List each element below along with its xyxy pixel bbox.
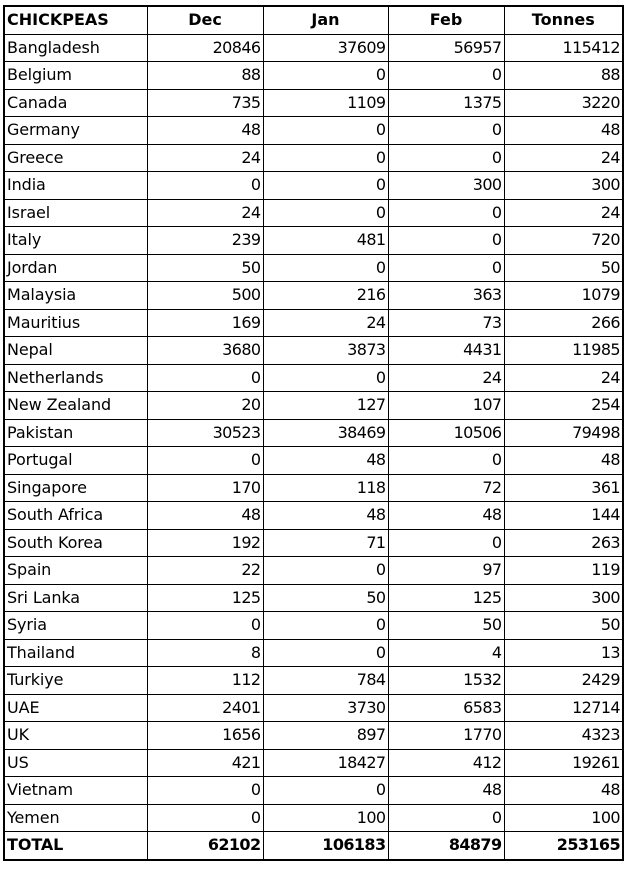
dec-cell: 24 — [147, 144, 263, 172]
country-cell: Italy — [4, 227, 147, 255]
jan-cell: 118 — [263, 474, 388, 502]
tonnes-cell: 100 — [504, 804, 623, 832]
country-cell: South Africa — [4, 502, 147, 530]
dec-cell: 0 — [147, 447, 263, 475]
jan-cell: 1109 — [263, 89, 388, 117]
table-row — [4, 722, 623, 750]
jan-cell: 48 — [263, 447, 388, 475]
table-row — [4, 694, 623, 722]
tonnes-cell: 119 — [504, 557, 623, 585]
dec-cell: 0 — [147, 777, 263, 805]
tonnes-cell: 50 — [504, 612, 623, 640]
country-cell: US — [4, 749, 147, 777]
table-row — [4, 612, 623, 640]
jan-cell: 0 — [263, 144, 388, 172]
feb-cell: 0 — [388, 144, 504, 172]
dec-cell: 421 — [147, 749, 263, 777]
table-row — [4, 117, 623, 145]
jan-cell: 50 — [263, 584, 388, 612]
header-row — [4, 6, 623, 34]
jan-cell: 38469 — [263, 419, 388, 447]
country-cell: Pakistan — [4, 419, 147, 447]
country-cell: Turkiye — [4, 667, 147, 695]
dec-cell: 192 — [147, 529, 263, 557]
jan-cell: 216 — [263, 282, 388, 310]
feb-cell: 4431 — [388, 337, 504, 365]
country-cell: Greece — [4, 144, 147, 172]
table-row — [4, 282, 623, 310]
table-row — [4, 557, 623, 585]
dec-cell: 22 — [147, 557, 263, 585]
table-body — [4, 34, 623, 832]
jan-cell: 24 — [263, 309, 388, 337]
dec-cell: 112 — [147, 667, 263, 695]
country-cell: Yemen — [4, 804, 147, 832]
jan-cell: 100 — [263, 804, 388, 832]
table-row — [4, 364, 623, 392]
dec-cell: 48 — [147, 502, 263, 530]
header-jan: Jan — [263, 6, 388, 34]
feb-cell: 56957 — [388, 34, 504, 62]
dec-cell: 30523 — [147, 419, 263, 447]
tonnes-cell: 115412 — [504, 34, 623, 62]
country-cell: Bangladesh — [4, 34, 147, 62]
table-row — [4, 254, 623, 282]
chickpeas-export-table — [3, 5, 624, 861]
tonnes-cell: 12714 — [504, 694, 623, 722]
dec-cell: 125 — [147, 584, 263, 612]
tonnes-cell: 300 — [504, 172, 623, 200]
table-row — [4, 144, 623, 172]
table-row — [4, 804, 623, 832]
tonnes-cell: 1079 — [504, 282, 623, 310]
jan-cell: 0 — [263, 639, 388, 667]
jan-cell: 3730 — [263, 694, 388, 722]
country-cell: Malaysia — [4, 282, 147, 310]
country-cell: Belgium — [4, 62, 147, 90]
feb-cell: 300 — [388, 172, 504, 200]
feb-cell: 72 — [388, 474, 504, 502]
feb-cell: 50 — [388, 612, 504, 640]
table-row — [4, 529, 623, 557]
country-cell: Spain — [4, 557, 147, 585]
table-row — [4, 337, 623, 365]
jan-cell: 3873 — [263, 337, 388, 365]
feb-cell: 0 — [388, 117, 504, 145]
total-jan: 106183 — [263, 832, 388, 860]
jan-cell: 784 — [263, 667, 388, 695]
table-row — [4, 172, 623, 200]
dec-cell: 735 — [147, 89, 263, 117]
feb-cell: 0 — [388, 199, 504, 227]
jan-cell: 0 — [263, 172, 388, 200]
tonnes-cell: 144 — [504, 502, 623, 530]
tonnes-cell: 263 — [504, 529, 623, 557]
jan-cell: 0 — [263, 612, 388, 640]
feb-cell: 125 — [388, 584, 504, 612]
tonnes-cell: 24 — [504, 144, 623, 172]
feb-cell: 0 — [388, 447, 504, 475]
table-row — [4, 62, 623, 90]
tonnes-cell: 88 — [504, 62, 623, 90]
table-row — [4, 309, 623, 337]
country-cell: Singapore — [4, 474, 147, 502]
dec-cell: 2401 — [147, 694, 263, 722]
dec-cell: 3680 — [147, 337, 263, 365]
dec-cell: 0 — [147, 364, 263, 392]
jan-cell: 0 — [263, 364, 388, 392]
tonnes-cell: 254 — [504, 392, 623, 420]
feb-cell: 0 — [388, 254, 504, 282]
dec-cell: 0 — [147, 172, 263, 200]
dec-cell: 50 — [147, 254, 263, 282]
country-cell: Nepal — [4, 337, 147, 365]
tonnes-cell: 266 — [504, 309, 623, 337]
tonnes-cell: 361 — [504, 474, 623, 502]
feb-cell: 97 — [388, 557, 504, 585]
table-row — [4, 392, 623, 420]
dec-cell: 0 — [147, 804, 263, 832]
total-feb: 84879 — [388, 832, 504, 860]
table-row — [4, 667, 623, 695]
country-cell: Sri Lanka — [4, 584, 147, 612]
feb-cell: 48 — [388, 777, 504, 805]
country-cell: Germany — [4, 117, 147, 145]
feb-cell: 73 — [388, 309, 504, 337]
jan-cell: 71 — [263, 529, 388, 557]
feb-cell: 412 — [388, 749, 504, 777]
feb-cell: 4 — [388, 639, 504, 667]
table-row — [4, 34, 623, 62]
jan-cell: 481 — [263, 227, 388, 255]
dec-cell: 0 — [147, 612, 263, 640]
tonnes-cell: 24 — [504, 199, 623, 227]
tonnes-cell: 4323 — [504, 722, 623, 750]
header-dec: Dec — [147, 6, 263, 34]
country-cell: Syria — [4, 612, 147, 640]
country-cell: South Korea — [4, 529, 147, 557]
country-cell: Vietnam — [4, 777, 147, 805]
jan-cell: 0 — [263, 199, 388, 227]
tonnes-cell: 720 — [504, 227, 623, 255]
country-cell: Mauritius — [4, 309, 147, 337]
header-commodity: CHICKPEAS — [4, 6, 147, 34]
country-cell: Canada — [4, 89, 147, 117]
dec-cell: 20846 — [147, 34, 263, 62]
table-row — [4, 749, 623, 777]
jan-cell: 0 — [263, 777, 388, 805]
feb-cell: 0 — [388, 62, 504, 90]
country-cell: UK — [4, 722, 147, 750]
total-row — [4, 832, 623, 860]
feb-cell: 0 — [388, 804, 504, 832]
dec-cell: 20 — [147, 392, 263, 420]
feb-cell: 0 — [388, 529, 504, 557]
jan-cell: 48 — [263, 502, 388, 530]
jan-cell: 0 — [263, 254, 388, 282]
dec-cell: 500 — [147, 282, 263, 310]
tonnes-cell: 79498 — [504, 419, 623, 447]
feb-cell: 1375 — [388, 89, 504, 117]
tonnes-cell: 13 — [504, 639, 623, 667]
feb-cell: 10506 — [388, 419, 504, 447]
jan-cell: 0 — [263, 557, 388, 585]
jan-cell: 897 — [263, 722, 388, 750]
jan-cell: 37609 — [263, 34, 388, 62]
total-tonnes: 253165 — [504, 832, 623, 860]
dec-cell: 88 — [147, 62, 263, 90]
table-row — [4, 227, 623, 255]
dec-cell: 48 — [147, 117, 263, 145]
country-cell: Portugal — [4, 447, 147, 475]
tonnes-cell: 19261 — [504, 749, 623, 777]
header-tonnes: Tonnes — [504, 6, 623, 34]
table-row — [4, 419, 623, 447]
country-cell: Jordan — [4, 254, 147, 282]
feb-cell: 0 — [388, 227, 504, 255]
feb-cell: 24 — [388, 364, 504, 392]
tonnes-cell: 50 — [504, 254, 623, 282]
country-cell: Netherlands — [4, 364, 147, 392]
dec-cell: 239 — [147, 227, 263, 255]
table-row — [4, 89, 623, 117]
dec-cell: 8 — [147, 639, 263, 667]
feb-cell: 6583 — [388, 694, 504, 722]
feb-cell: 363 — [388, 282, 504, 310]
table-row — [4, 502, 623, 530]
feb-cell: 1532 — [388, 667, 504, 695]
table-row — [4, 584, 623, 612]
dec-cell: 24 — [147, 199, 263, 227]
tonnes-cell: 3220 — [504, 89, 623, 117]
country-cell: New Zealand — [4, 392, 147, 420]
feb-cell: 48 — [388, 502, 504, 530]
dec-cell: 169 — [147, 309, 263, 337]
country-cell: Thailand — [4, 639, 147, 667]
country-cell: Israel — [4, 199, 147, 227]
feb-cell: 107 — [388, 392, 504, 420]
table-row — [4, 474, 623, 502]
dec-cell: 1656 — [147, 722, 263, 750]
tonnes-cell: 48 — [504, 777, 623, 805]
jan-cell: 0 — [263, 62, 388, 90]
jan-cell: 18427 — [263, 749, 388, 777]
tonnes-cell: 48 — [504, 447, 623, 475]
country-cell: India — [4, 172, 147, 200]
total-label: TOTAL — [4, 832, 147, 860]
table-row — [4, 199, 623, 227]
header-feb: Feb — [388, 6, 504, 34]
total-dec: 62102 — [147, 832, 263, 860]
table-row — [4, 447, 623, 475]
tonnes-cell: 11985 — [504, 337, 623, 365]
table-row — [4, 639, 623, 667]
tonnes-cell: 24 — [504, 364, 623, 392]
tonnes-cell: 48 — [504, 117, 623, 145]
dec-cell: 170 — [147, 474, 263, 502]
tonnes-cell: 2429 — [504, 667, 623, 695]
jan-cell: 0 — [263, 117, 388, 145]
country-cell: UAE — [4, 694, 147, 722]
jan-cell: 127 — [263, 392, 388, 420]
feb-cell: 1770 — [388, 722, 504, 750]
tonnes-cell: 300 — [504, 584, 623, 612]
table-row — [4, 777, 623, 805]
